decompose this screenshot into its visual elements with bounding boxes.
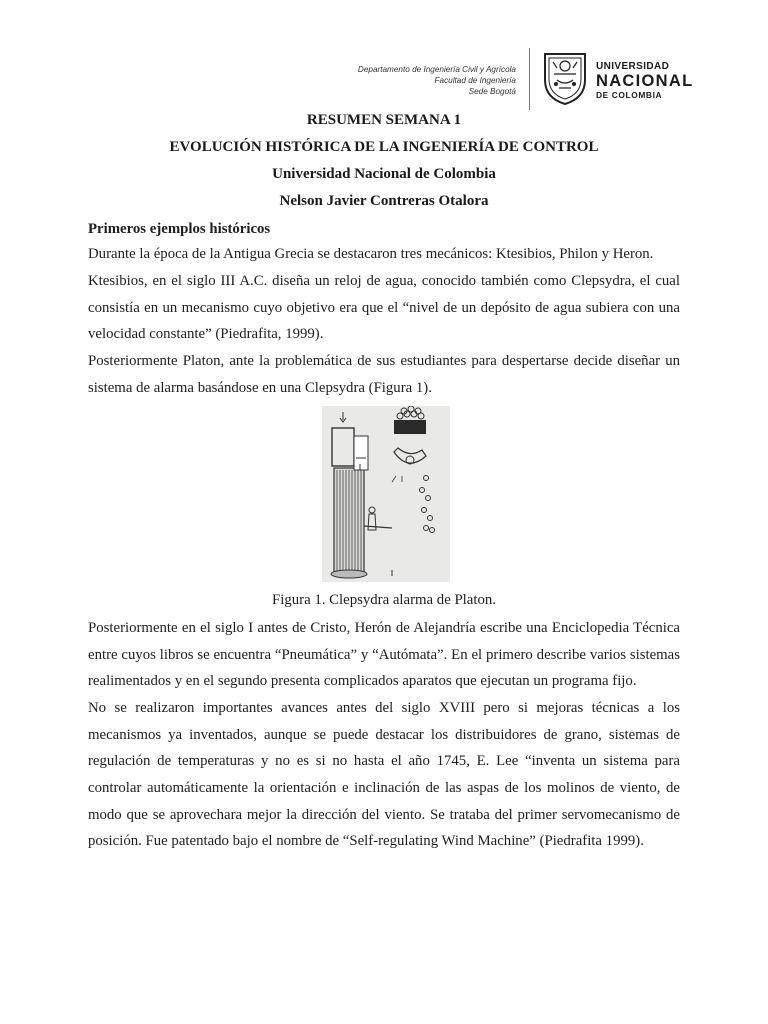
- clepsydra-figure: [322, 406, 450, 582]
- paragraph-line: Ktesibios, en el siglo III A.C. diseña un reloj de agua, conocido también como Clepsydra, el cual: [88, 273, 680, 289]
- university-name: Universidad Nacional de Colombia: [272, 166, 496, 182]
- campus-name: Sede Bogotá: [468, 87, 516, 96]
- figure-caption: Figura 1. Clepsydra alarma de Platon.: [272, 592, 496, 608]
- department-name: Departamento de Ingeniería Civil y Agrícola: [357, 65, 516, 74]
- paragraph-line: posición. Fue patentado bajo el nombre de “Self-regulating Wind Machine” (Piedrafita 1999).: [88, 833, 644, 849]
- department-info: [358, 64, 516, 97]
- logo-line-3: DE COLOMBIA: [596, 89, 663, 100]
- paragraph-line: consistía en un mecanismo cuyo objetivo era que el “nivel de un depósito de agua subiera con una: [88, 300, 680, 316]
- header-divider: [529, 48, 530, 110]
- paragraph-line: Posteriormente Platon, ante la problemática de sus estudiantes para despertarse decide diseñar un: [88, 353, 680, 369]
- logo-line-1: UNIVERSIDAD: [596, 61, 670, 72]
- paragraph-line: controlar automáticamente la orientación e inclinación de las aspas de los molinos de viento, de: [88, 780, 680, 796]
- paragraph-line: realimentados y en el segundo presenta complicados aparatos que ejecutan un programa fijo.: [88, 673, 637, 689]
- paragraph-line: mecanismos ya inventados, aunque se puede destacar los distribuidores de grano, sistemas de: [88, 727, 680, 743]
- document-subtitle: EVOLUCIÓN HISTÓRICA DE LA INGENIERÍA DE CONTROL: [169, 139, 599, 155]
- faculty-name: Facultad de Ingeniería: [434, 76, 516, 85]
- paragraph-line: sistema de alarma basándose en una Clepsydra (Figura 1).: [88, 380, 432, 396]
- page-header: [0, 44, 768, 110]
- paragraph-line: modo que se aprovechara mejor la dirección del viento. Se trataba del primer servomecanismo de: [88, 807, 680, 823]
- clepsydra-illustration-icon: [322, 406, 450, 582]
- university-shield-icon: [541, 50, 589, 106]
- paragraph-line: velocidad constante” (Piedrafita, 1999).: [88, 326, 324, 342]
- paragraph-line: entre cuyos libros se encuentra “Pneumática” y “Autómata”. En el primero describe varios sistemas: [88, 647, 680, 663]
- paragraph-line: Durante la época de la Antigua Grecia se destacaron tres mecánicos: Ktesibios, Philon y Heron.: [88, 246, 654, 262]
- section-heading: Primeros ejemplos históricos: [88, 221, 271, 237]
- document-title: RESUMEN SEMANA 1: [306, 112, 462, 128]
- author-name: Nelson Javier Contreras Otalora: [279, 193, 489, 209]
- paragraph-line: regulación de temperaturas y no es si no hasta el año 1745, E. Lee “inventa un sistema para: [88, 753, 680, 769]
- paragraph-line: Posteriormente en el siglo I antes de Cristo, Herón de Alejandría escribe una Enciclopedia Técnica: [88, 620, 680, 636]
- university-logo-text: [596, 62, 693, 99]
- logo-line-2: NACIONAL: [596, 72, 694, 90]
- paragraph-line: No se realizaron importantes avances antes del siglo XVIII pero si mejoras técnicas a los: [88, 700, 680, 716]
